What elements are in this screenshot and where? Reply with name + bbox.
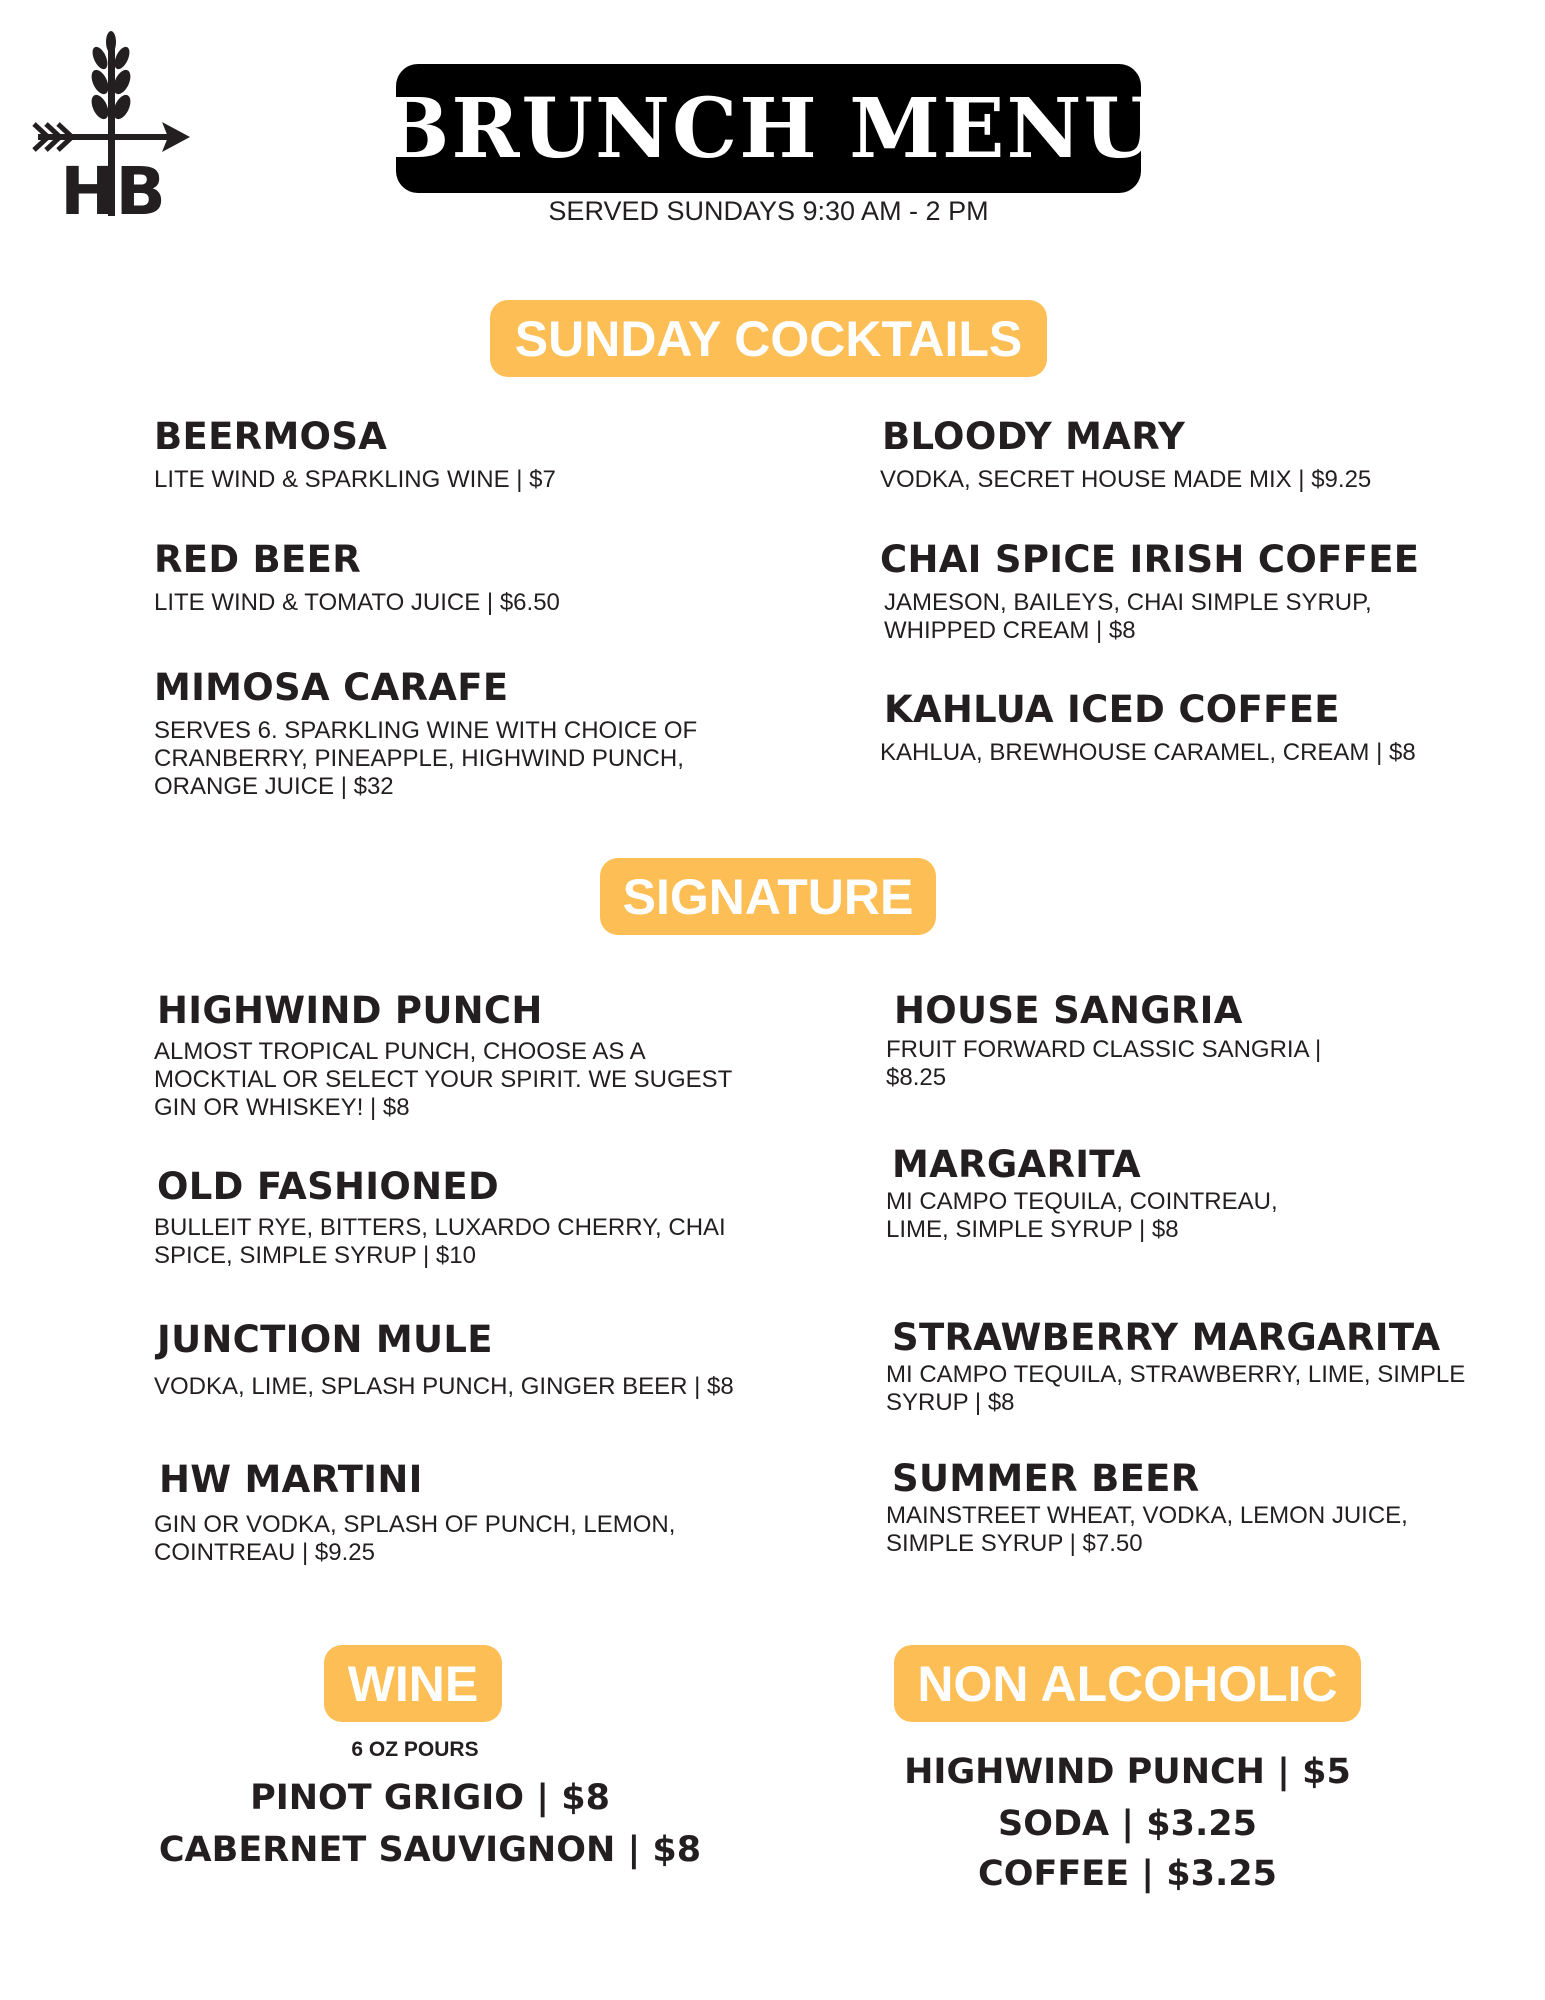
wine-item: PINOT GRIGIO | $8 <box>250 1778 610 1818</box>
item-name: HW MARTINI <box>159 1458 423 1501</box>
item-description: ALMOST TROPICAL PUNCH, CHOOSE AS A MOCKTIAL OR SELECT YOUR SPIRIT. WE SUGEST GIN OR WHISKEY! | $8 <box>154 1038 733 1121</box>
item-description: BULLEIT RYE, BITTERS, LUXARDO CHERRY, CHAI SPICE, SIMPLE SYRUP | $10 <box>154 1214 726 1269</box>
item-name: MARGARITA <box>892 1143 1141 1186</box>
item-description: LITE WIND & TOMATO JUICE | $6.50 <box>154 589 560 616</box>
page-title: BRUNCH MENU <box>380 80 1157 177</box>
item-description: GIN OR VODKA, SPLASH OF PUNCH, LEMON, COINTREAU | $9.25 <box>154 1511 676 1566</box>
section-heading-wine <box>324 1645 502 1722</box>
section-heading-signature <box>600 858 936 935</box>
menu-item <box>880 688 1416 767</box>
item-description: FRUIT FORWARD CLASSIC SANGRIA | $8.25 <box>886 1036 1322 1091</box>
title-banner <box>380 64 1157 193</box>
menu-item <box>154 1318 734 1401</box>
section-heading-label: NON ALCOHOLIC <box>917 1655 1338 1712</box>
wine-item: CABERNET SAUVIGNON | $8 <box>158 1830 702 1870</box>
item-description: VODKA, SECRET HOUSE MADE MIX | $9.25 <box>880 466 1372 493</box>
item-description: KAHLUA, BREWHOUSE CARAMEL, CREAM | $8 <box>880 739 1416 766</box>
menu-item <box>154 666 697 801</box>
item-description: MAINSTREET WHEAT, VODKA, LEMON JUICE, SIMPLE SYRUP | $7.50 <box>886 1502 1408 1557</box>
menu-item <box>886 1457 1408 1558</box>
section-heading-label: SIGNATURE <box>622 868 914 925</box>
section-heading-sunday-cocktails <box>490 300 1047 377</box>
non-alcoholic-item: SODA | $3.25 <box>998 1804 1257 1844</box>
item-name: STRAWBERRY MARGARITA <box>892 1316 1441 1359</box>
section-heading-label: WINE <box>347 1655 479 1712</box>
item-description: MI CAMPO TEQUILA, COINTREAU, LIME, SIMPLE SYRUP | $8 <box>886 1188 1278 1243</box>
section-heading-label: SUNDAY COCKTAILS <box>514 310 1023 367</box>
item-name: MIMOSA CARAFE <box>154 666 509 709</box>
item-name: SUMMER BEER <box>892 1457 1200 1500</box>
menu-item <box>154 415 556 494</box>
menu-item <box>886 1316 1465 1417</box>
item-description: JAMESON, BAILEYS, CHAI SIMPLE SYRUP, WHIPPED CREAM | $8 <box>884 589 1372 644</box>
menu-item <box>880 415 1371 494</box>
non-alcoholic-item: HIGHWIND PUNCH | $5 <box>904 1752 1351 1792</box>
item-name: RED BEER <box>154 538 362 581</box>
item-name: BLOODY MARY <box>882 415 1186 458</box>
item-description: LITE WIND & SPARKLING WINE | $7 <box>154 466 556 493</box>
item-description: MI CAMPO TEQUILA, STRAWBERRY, LIME, SIMPLE SYRUP | $8 <box>886 1361 1466 1416</box>
item-name: KAHLUA ICED COFFEE <box>884 688 1340 731</box>
item-name: HOUSE SANGRIA <box>894 989 1243 1032</box>
menu-item <box>154 1165 726 1270</box>
item-description: SERVES 6. SPARKLING WINE WITH CHOICE OF CRANBERRY, PINEAPPLE, HIGHWIND PUNCH, ORANGE JUICE | $32 <box>154 717 698 800</box>
menu-item <box>154 989 732 1122</box>
section-heading-non-alcoholic <box>894 1645 1361 1722</box>
logo-letters: HB <box>60 153 166 222</box>
item-name: JUNCTION MULE <box>157 1318 493 1361</box>
item-description: VODKA, LIME, SPLASH PUNCH, GINGER BEER | $8 <box>154 1373 734 1400</box>
menu-item <box>154 538 560 617</box>
menu-item <box>880 538 1419 645</box>
non-alcoholic-item: COFFEE | $3.25 <box>978 1854 1277 1894</box>
menu-item <box>886 989 1321 1092</box>
item-name: OLD FASHIONED <box>157 1165 499 1208</box>
menu-item <box>886 1143 1278 1244</box>
menu-item <box>154 1458 675 1567</box>
served-hours: SERVED SUNDAYS 9:30 AM - 2 PM <box>548 196 989 226</box>
pour-size-note: 6 OZ POURS <box>351 1738 479 1761</box>
hb-wheat-arrow-logo-icon <box>30 28 196 222</box>
item-name: HIGHWIND PUNCH <box>157 989 543 1032</box>
item-name: BEERMOSA <box>154 415 388 458</box>
item-name: CHAI SPICE IRISH COFFEE <box>880 538 1420 581</box>
